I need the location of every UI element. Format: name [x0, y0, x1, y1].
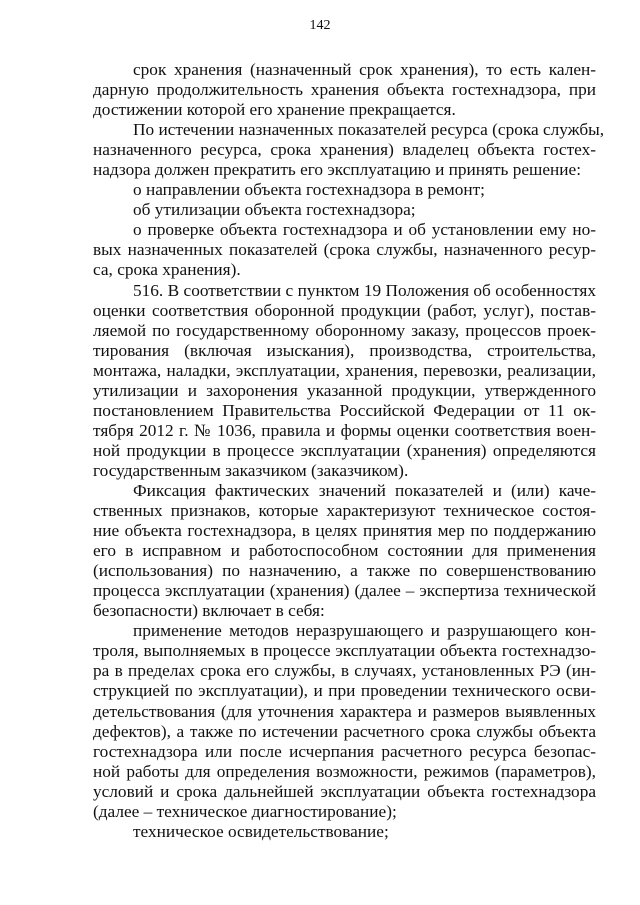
- text-line: срок хранения (назначенный срок хранения), то есть кален-: [133, 60, 596, 79]
- page-number: 142: [309, 18, 331, 33]
- text-line: применение методов неразрушающего и разрушающего кон-: [133, 621, 596, 641]
- text-line: назначенного ресурса, срока хранения) владелец объекта гостех-: [93, 140, 596, 160]
- text-line: По истечении назначенных показателей ресурса (срока службы,: [133, 120, 605, 140]
- text-line: государственным заказчиком (заказчиком).: [93, 460, 409, 480]
- text-line: о проверке объекта гостехнадзора и об установлении ему но-: [133, 220, 596, 240]
- text-line: процесса эксплуатации (хранения) (далее – экспертиза технической: [93, 581, 596, 601]
- paragraph: [93, 200, 596, 220]
- text-line: (использования) по назначению, а также по совершенствованию: [93, 561, 596, 581]
- document-body: [93, 60, 605, 842]
- paragraph: [93, 220, 596, 280]
- text-line: безопасности) включает в себя:: [93, 601, 325, 621]
- text-line: достижении которой его хранение прекращается.: [93, 100, 456, 120]
- text-line: дефектов), а также по истечении расчетного срока службы объекта: [93, 721, 596, 741]
- paragraph: [93, 120, 605, 180]
- text-line: условий и срока дальнейшей эксплуатации объекта гостехнадзора: [93, 781, 596, 801]
- paragraph: [93, 281, 596, 481]
- text-line: ние объекта гостехнадзора, в целях принятия мер по поддержанию: [93, 521, 596, 541]
- text-line: вых назначенных показателей (срока службы, назначенного ресур-: [93, 240, 596, 260]
- text-line: троля, выполняемых в процессе эксплуатации объекта гостехнадзо-: [93, 641, 596, 661]
- text-line: струкцией по эксплуатации), и при проведении технического осви-: [93, 681, 596, 701]
- text-line: оценки соответствия оборонной продукции (работ, услуг), постав-: [93, 300, 596, 320]
- text-line: об утилизации объекта гостехнадзора;: [133, 200, 416, 220]
- text-line: надзора должен прекратить его эксплуатацию и принять решение:: [93, 160, 581, 180]
- text-line: техническое освидетельствование;: [133, 821, 389, 841]
- text-line: ной работы для определения возможности, режимов (параметров),: [93, 761, 596, 781]
- text-line: (далее – техническое диагностирование);: [93, 801, 397, 821]
- text-line: монтажа, наладки, эксплуатации, хранения, перевозки, реализации,: [93, 360, 596, 380]
- text-line: детельствования (для уточнения характера и размеров выявленных: [93, 701, 596, 721]
- text-line: утилизации и захоронения указанной продукции, утвержденного: [93, 380, 596, 400]
- text-line: о направлении объекта гостехнадзора в ремонт;: [133, 180, 485, 200]
- text-line: са, срока хранения).: [93, 260, 241, 280]
- paragraph: [93, 481, 596, 621]
- text-line: дарную продолжительность хранения объекта гостехнадзора, при: [93, 80, 596, 100]
- text-line: ляемой по государственному оборонному заказу, процессов проек-: [93, 320, 596, 340]
- text-line: Фиксация фактических значений показателей и (или) каче-: [133, 480, 596, 500]
- paragraph: [93, 822, 596, 842]
- text-line: ра в пределах срока его службы, в случаях, установленных РЭ (ин-: [93, 661, 596, 681]
- text-line: его в исправном и работоспособном состоянии для применения: [93, 541, 596, 561]
- text-line: ной продукции в процессе эксплуатации (хранения) определяются: [93, 440, 596, 460]
- text-line: постановлением Правительства Российской Федерации от 11 ок-: [93, 400, 596, 420]
- text-line: 516. В соответствии с пунктом 19 Положения об особенностях: [133, 280, 596, 300]
- paragraph: [93, 621, 596, 821]
- text-line: тирования (включая изыскания), производства, строительства,: [93, 340, 596, 360]
- text-line: тября 2012 г. № 1036, правила и формы оценки соответствия воен-: [93, 420, 596, 440]
- text-line: гостехнадзора или после исчерпания расчетного ресурса безопас-: [93, 741, 596, 761]
- paragraph: [93, 180, 596, 200]
- paragraph: [93, 60, 596, 120]
- text-line: ственных признаков, которые характеризуют техническое состоя-: [93, 501, 596, 521]
